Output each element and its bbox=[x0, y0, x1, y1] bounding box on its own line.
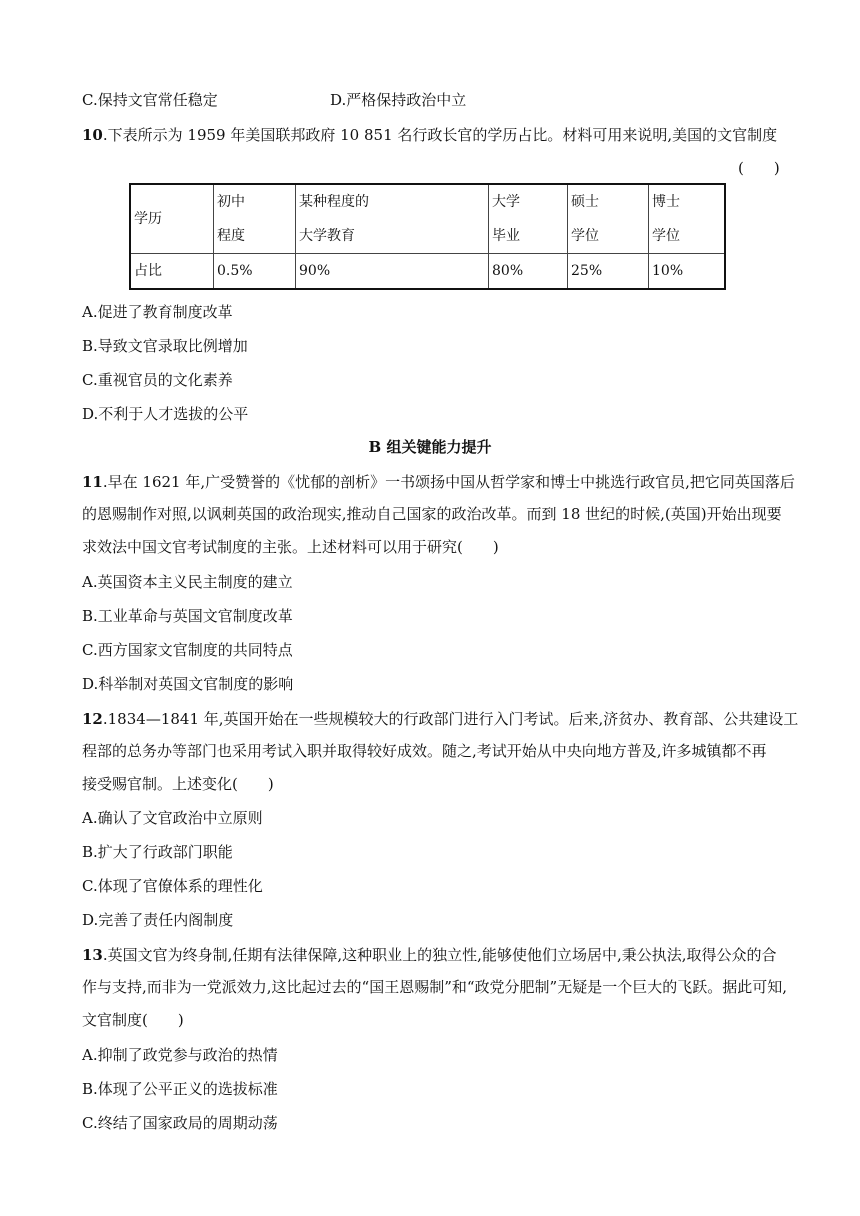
table-header-cell: 初中 程度 bbox=[214, 184, 296, 254]
q10-option-d: D.不利于人才选拔的公平 bbox=[82, 405, 249, 423]
table-header-row bbox=[130, 184, 725, 254]
q12-option-a: A.确认了文官政治中立原则 bbox=[82, 809, 263, 827]
q11-stem-line-3: 求效法中国文官考试制度的主张。上述材料可以用于研究( ) bbox=[82, 538, 499, 556]
q11-number: 11 bbox=[82, 473, 103, 491]
q12-option-d: D.完善了责任内阁制度 bbox=[82, 911, 234, 929]
q12-stem-line-1 bbox=[82, 709, 798, 729]
q9-option-c: C.保持文官常任稳定 bbox=[82, 91, 218, 109]
q10-number: 10 bbox=[82, 126, 103, 144]
q10-option-b: B.导致文官录取比例增加 bbox=[82, 337, 248, 355]
q11-option-d: D.科举制对英国文官制度的影响 bbox=[82, 675, 294, 693]
q12-option-c: C.体现了官僚体系的理性化 bbox=[82, 877, 263, 895]
table-cell: 0.5% bbox=[214, 254, 296, 290]
q12-option-b: B.扩大了行政部门职能 bbox=[82, 843, 233, 861]
q12-number: 12 bbox=[82, 710, 103, 728]
table-header-cell: 学历 bbox=[130, 184, 214, 254]
table-header-cell: 硕士 学位 bbox=[568, 184, 649, 254]
q10-answer-paren: ( ) bbox=[738, 159, 780, 177]
q10-text: .下表所示为 1959 年美国联邦政府 10 851 名行政长官的学历占比。材料可用来说明,美国的文官制度 bbox=[102, 126, 778, 144]
q12-stem-line-3: 接受赐官制。上述变化( ) bbox=[82, 775, 274, 793]
q13-option-a: A.抑制了政党参与政治的热情 bbox=[82, 1046, 278, 1064]
q11-stem-line-1 bbox=[82, 472, 795, 492]
q10-option-c: C.重视官员的文化素养 bbox=[82, 371, 233, 389]
q13-text: .英国文官为终身制,任期有法律保障,这种职业上的独立性,能够使他们立场居中,秉公执法,取得公众的合 bbox=[102, 946, 777, 964]
q11-stem-line-2: 的恩赐制作对照,以讽刺英国的政治现实,推动自己国家的政治改革。而到 18 世纪的时候,(英国)开始出现要 bbox=[82, 505, 782, 523]
q13-stem-line-1 bbox=[82, 945, 777, 965]
q13-stem-line-2: 作与支持,而非为一党派效力,这比起过去的“国王恩赐制”和“政党分肥制”无疑是一个巨大的飞跃。据此可知, bbox=[82, 978, 787, 996]
table-cell: 80% bbox=[489, 254, 568, 290]
table-cell: 占比 bbox=[130, 254, 214, 290]
q11-option-c: C.西方国家文官制度的共同特点 bbox=[82, 641, 293, 659]
q13-option-b: B.体现了公平正义的选拔标准 bbox=[82, 1080, 278, 1098]
table-cell: 90% bbox=[296, 254, 489, 290]
q13-number: 13 bbox=[82, 946, 103, 964]
table-cell: 25% bbox=[568, 254, 649, 290]
q11-text: .早在 1621 年,广受赞誉的《忧郁的剖析》一书颂扬中国从哲学家和博士中挑选行政官员,把它同英国落后 bbox=[102, 473, 795, 491]
table-header-cell: 博士 学位 bbox=[649, 184, 726, 254]
table-header-cell: 大学 毕业 bbox=[489, 184, 568, 254]
q10-option-a: A.促进了教育制度改革 bbox=[82, 303, 233, 321]
q9-option-d: D.严格保持政治中立 bbox=[330, 91, 467, 109]
table-cell: 10% bbox=[649, 254, 726, 290]
q11-option-a: A.英国资本主义民主制度的建立 bbox=[82, 573, 293, 591]
q10-stem bbox=[82, 125, 777, 145]
q11-option-b: B.工业革命与英国文官制度改革 bbox=[82, 607, 293, 625]
q13-stem-line-3: 文官制度( ) bbox=[82, 1011, 184, 1029]
section-title: B 组关键能力提升 bbox=[368, 438, 492, 456]
q12-stem-line-2: 程部的总务办等部门也采用考试入职并取得较好成效。随之,考试开始从中央向地方普及,许多城镇都不再 bbox=[82, 742, 767, 760]
q13-option-c: C.终结了国家政局的周期动荡 bbox=[82, 1114, 278, 1132]
q10-table bbox=[129, 183, 726, 290]
table-header-cell: 某种程度的 大学教育 bbox=[296, 184, 489, 254]
table-row bbox=[130, 254, 725, 290]
q12-text: .1834—1841 年,英国开始在一些规模较大的行政部门进行入门考试。后来,济贫办、教育部、公共建设工 bbox=[102, 710, 799, 728]
